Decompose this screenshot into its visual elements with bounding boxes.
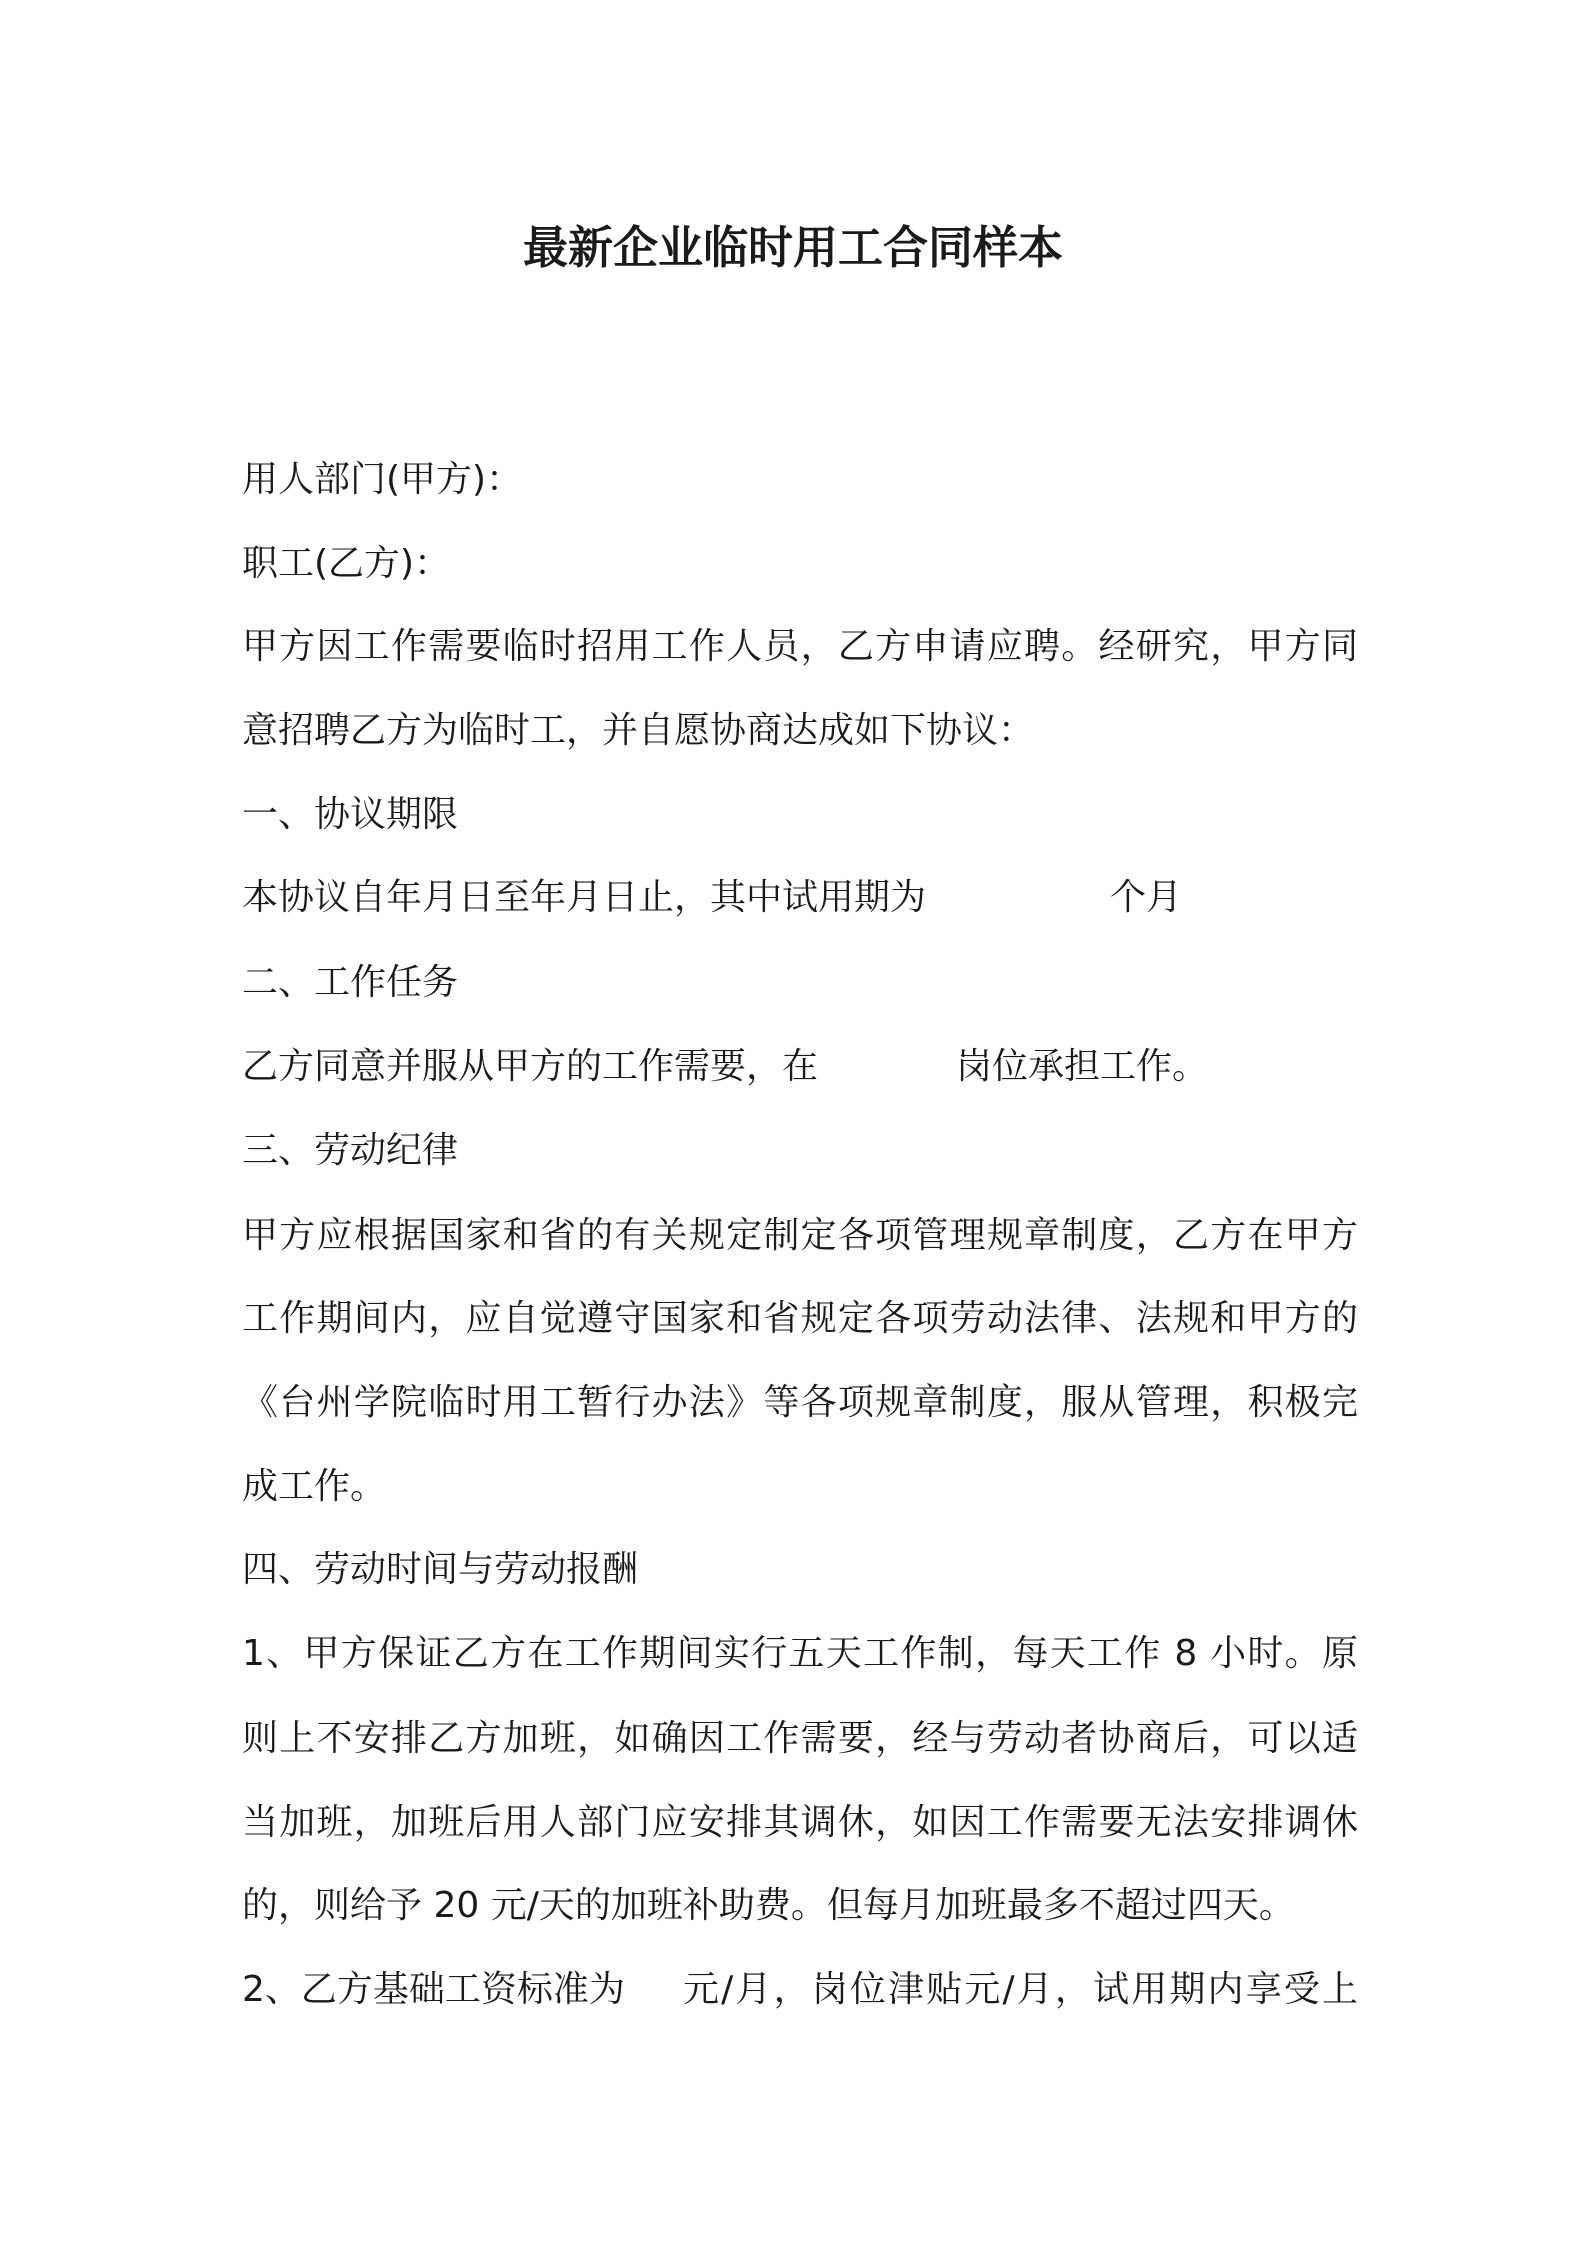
paragraph-line: 的，则给予 20 元/天的加班补助费。但每月加班最多不超过四天。: [242, 1885, 1295, 1926]
paragraph-line: 则上不安排乙方加班，如确因工作需要，经与劳动者协商后，可以适: [242, 1718, 1358, 1759]
paragraph-line: 甲方应根据国家和省的有关规定制定各项管理规章制度，乙方在甲方: [242, 1215, 1358, 1256]
paragraph-line: 乙方同意并服从甲方的工作需要，在: [242, 1046, 819, 1087]
intro-line: 意招聘乙方为临时工，并自愿协商达成如下协议：: [242, 710, 1035, 751]
paragraph-line: 成工作。: [242, 1466, 387, 1507]
section-heading-term: 一、协议期限: [242, 794, 459, 835]
paragraph-line: 本协议自年月日至年月日止，其中试用期为: [242, 877, 927, 918]
paragraph-line: 2、乙方基础工资标准为: [242, 1969, 625, 2010]
paragraph-line: 1、甲方保证乙方在工作期间实行五天工作制，每天工作 8 小时。原: [242, 1633, 1358, 1674]
party-b-label: 职工(乙方)：: [242, 543, 451, 584]
intro-line: 甲方因工作需要临时招用工作人员，乙方申请应聘。经研究，甲方同: [242, 626, 1358, 667]
section-heading-discipline: 三、劳动纪律: [242, 1130, 459, 1171]
probation-unit-text: 个月: [1110, 877, 1183, 918]
contract-title: 最新企业临时用工合同样本: [522, 221, 1063, 274]
position-text: 岗位承担工作。: [956, 1046, 1209, 1087]
paragraph-line: 《台州学院临时用工暂行办法》等各项规章制度，服从管理，积极完: [242, 1382, 1358, 1423]
salary-text: 元/月，岗位津贴元/月，试用期内享受上: [683, 1969, 1358, 2010]
paragraph-line: 当加班，加班后用人部门应安排其调休，如因工作需要无法安排调休: [242, 1802, 1358, 1843]
party-a-label: 用人部门(甲方)：: [242, 459, 523, 500]
paragraph-line: 工作期间内，应自觉遵守国家和省规定各项劳动法律、法规和甲方的: [242, 1298, 1358, 1339]
section-heading-tasks: 二、工作任务: [242, 962, 459, 1003]
section-heading-hours-pay: 四、劳动时间与劳动报酬: [242, 1549, 639, 1590]
